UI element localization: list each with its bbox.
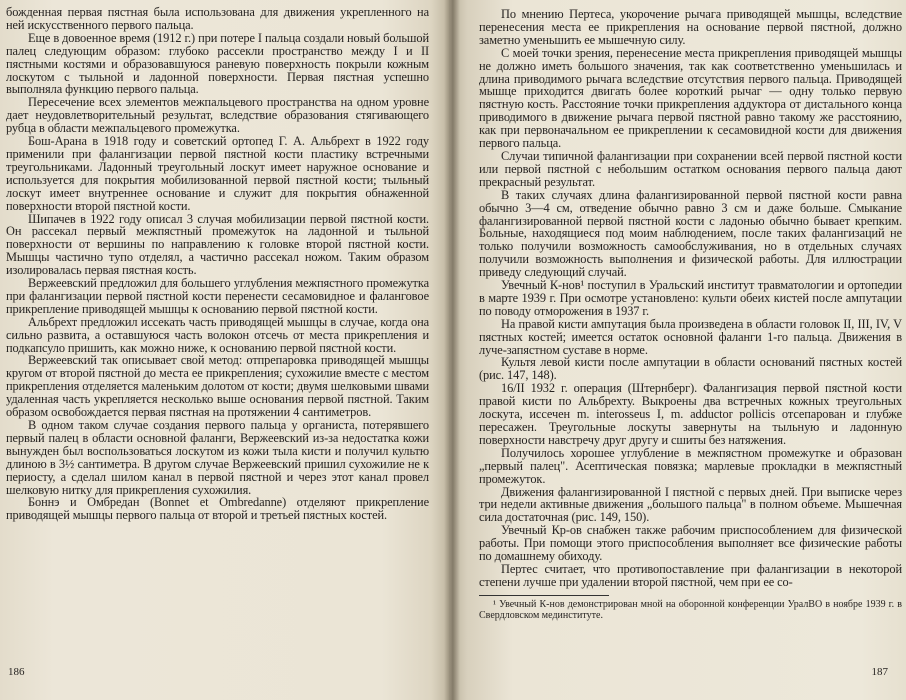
paragraph: Увечный К-нов¹ поступил в Уральский институт травматологии и ортопедии в марте 1939 г. При осмотре установлено: культи обеих кистей после ампутации по поводу отморожения в 1937 г. xyxy=(479,278,902,318)
paragraph: В таких случаях длина фалангизированной первой пястной кости равна обычно 3—4 см, отведение обычно равно 3 см и даже больше. Смыкание фалангизированной первой пястной кости с ладонью обычно бывает крепким. Больные, находящиеся под моим наблюдением, после таких фалангизаций не только получили возможность самообслуживания, но в отдельных случаях получили возможность выполнения и физической работы. Для иллюстрации приведу следующий случай. xyxy=(479,187,902,280)
paragraph: Культя левой кисти после ампутации в области оснований пястных костей (рис. 147, 148). xyxy=(479,355,902,383)
paragraph: С моей точки зрения, перенесение места прикрепления приводящей мышцы не должно иметь большого значения, так как соответственно уменьшилась и длина приводимого рычага вследствие отсутствия первого пальца. Приводящей мышце приходится двигать более короткий рычаг — одну только первую пястную кость. Расстояние точки прикрепления аддуктора от дистального конца приводимого в движение рычага первой пястной равно такому же расстоянию, как при первоначальном ее прикреплении к сесамовидной кости для движения первого пальца. xyxy=(479,45,902,151)
page-number: 187 xyxy=(871,666,888,678)
paragraph: Альбрехт предложил иссекать часть приводящей мышцы в случае, когда она сильно развита, а оставшуюся часть волокон отсечь от места прикрепления и подкапсуло пришить, как можно ниже, к основанию первой пястной кости. xyxy=(6,314,429,355)
paragraph: 16/II 1932 г. операция (Штернберг). Фалангизация первой пястной кости правой кисти по Альбрехту. Выкроены два встречных кожных треугольных лоскута, иссечен m. interosseus I, m. adductor pollicis отсепарован и глубже пересажен. Треугольные лоскуты завернуты на тыльную и ладонную поверхности навстречу друг другу и сшиты без натяжения. xyxy=(479,381,902,447)
paragraph: Получилось хорошее углубление в межпястном промежутке и образован „первый палец". Асептическая повязка; марлевые прокладки в межпястный промежуток. xyxy=(479,445,902,486)
paragraph: Случаи типичной фалангизации при сохранении всей первой пястной кости или первой пястной с небольшим остатком основания первого пальца дают прекрасный результат. xyxy=(479,148,902,189)
paragraph: Вержеевский предложил для большего углубления межпястного промежутка при фалангизации первой пястной кости перенести сесамовидное и фаланговое прикрепление приводящей мышцы к основанию первой пястной кости. xyxy=(6,276,429,316)
paragraph: Еще в довоенное время (1912 г.) при потере I пальца создали новый большой палец следующим образом: глубоко рассекли пространство между I и II пястными костями и образовавшуюся раневую поверхность покрыли кожным лоскутом с тыльной и ладонной поверхности. Первая пястная успешно выполняла функцию первого пальца. xyxy=(6,30,429,97)
paragraph: Вержеевский так описывает свой метод: отпрепаровка приводящей мышцы кругом от второй пястной до места ее прикрепления; сухожилие вместе с местом прикрепления отделяется маленьким долотом от кости; двумя шелковыми швами удаленная часть укрепляется несколько выше основания первой пястной. Таким образом освобождается первая пястная на протяжении 4 сантиметров. xyxy=(6,353,429,420)
footnote-divider xyxy=(479,595,609,596)
paragraph: Движения фалангизированной I пястной с первых дней. При выписке через три недели активные движения „большого пальца" в полном объеме. Мышечная сила достаточная (рис. 149, 150). xyxy=(479,484,902,525)
paragraph: Бош-Арана в 1918 году и советский ортопед Г. А. Альбрехт в 1922 году применили при фалангизации первой пястной кости пластику встречными треугольниками. Ладонный треугольный лоскут имеет наружное основание и используется для покрытия мобилизованной первой пястной кости; тыльный лоскут имеет внутреннее основание и служит для покрытия обнаженной поверхности второй пястной кости. xyxy=(6,134,429,213)
paragraph: Увечный Кр-ов снабжен также рабочим приспособлением для физической работы. При помощи этого приспособления выполняет все физические работы по домашнему обиходу. xyxy=(479,523,902,564)
paragraph: По мнению Пертеса, укорочение рычага приводящей мышцы, вследствие перенесения места ее прикрепления на основание первой пястной, должно заметно уменьшить ее мышечную силу. xyxy=(479,7,902,47)
left-page xyxy=(0,0,449,700)
paragraph: Боннэ и Омбредан (Bonnet et Ombredanne) отделяют прикрепление приводящей мышцы первого пальца от второй и третьей пястных костей. xyxy=(6,495,429,523)
paragraph: Шипачев в 1922 году описал 3 случая мобилизации первой пястной кости. Он рассекал первый межпястный промежуток на ладонной и тыльной поверхности от вершины по направлению к головке второй пястной кости. Мышцы частично тупо отделял, а частично рассекал ножом. Таким образом изолировалась первая пястная кость. xyxy=(6,211,429,278)
page-number: 186 xyxy=(8,666,25,678)
paragraph: Пересечение всех элементов межпальцевого пространства на одном уровне дает неудовлетворительный результат, вследствие образования стягивающего рубца в области межпальцевого промежутка. xyxy=(6,95,429,136)
paragraph: Пертес считает, что противопоставление при фалангизации в некоторой степени лучше при удалении второй пястной, чем при ее со- xyxy=(479,561,902,589)
paragraph: В одном таком случае создания первого пальца у органиста, потерявшего первый палец в области основной фаланги, Вержеевский из-за недостатка кожи вынужден был воспользоваться лоскутом из кожи тыла кисти и получил культю длиною в 3½ сантиметра. В другом случае Вержеевский пришил сухожилие не к периосту, а сделал шилом канал в первой пястной и через этот канал провел шелковую нитку для прикрепления сухожилия. xyxy=(6,418,429,497)
paragraph: На правой кисти ампутация была произведена в области головок II, III, IV, V пястных костей; имеется остаток основной фаланги 1-го пальца. Движения в луче-запястном суставе в норме. xyxy=(479,316,902,357)
right-page xyxy=(449,0,906,700)
paragraph: божденная первая пястная была использована для движения укрепленного на ней искусственного первого пальца. xyxy=(6,5,429,32)
footnote: ¹ Увечный К-нов демонстрирован мной на оборонной конференции УралВО в ноябре 1939 г. в Свердловском мединституте. xyxy=(479,598,902,621)
